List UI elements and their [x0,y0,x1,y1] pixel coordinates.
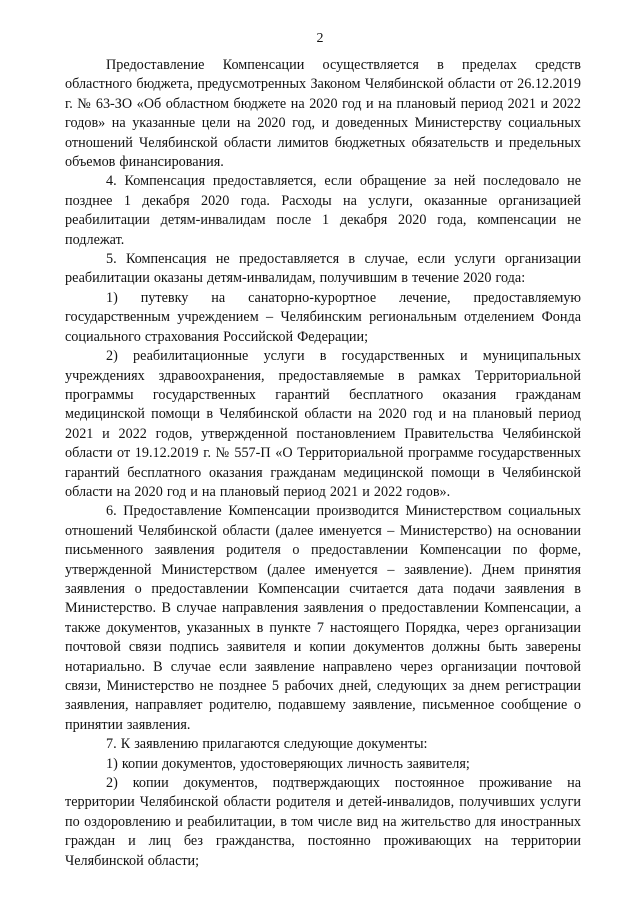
paragraph-item-5-sub-2: 2) реабилитационные услуги в государственных и муниципальных учреждениях здравоохранения, предоставляемые в рамках Территориальной программы государственных гарантий бесплатного оказания гражданам медицинской помощи в Челябинской области на 2020 год и на плановый период 2021 и 2022 годов, утвержденной постановлением Правительства Челябинской области от 19.12.2019 г. № 557-П «О Территориальной программе государственных гарантий бесплатного оказания гражданам медицинской помощи в Челябинской области на 2020 год и на плановый период 2021 и 2022 годов». [65,348,581,500]
paragraph-item-7-sub-2: 2) копии документов, подтверждающих постоянное проживание на территории Челябинской области родителя и детей-инвалидов, получивших услуги по оздоровлению и реабилитации, в том числе вид на жительство для иностранных граждан и лиц без гражданства, постоянно проживающих на территории Челябинской области; [65,775,581,869]
document-body [65,56,581,871]
paragraph-item-6-procedure: 6. Предоставление Компенсации производится Министерством социальных отношений Челябинской области (далее именуется – Министерство) на основании письменного заявления родителя о предоставлении Компенсации по форме, утвержденной Министерством (далее именуется – заявление). Днем принятия заявления о предоставлении Компенсации считается дата подачи заявления в Министерство. В случае направления заявления о предоставлении Компенсации, а также документов, указанных в пункте 7 настоящего Порядка, через организации почтовой связи подпись заявителя и копии документов должны быть заверены нотариально. В случае если заявление направлено через организации почтовой связи, Министерство не позднее 5 рабочих дней, следующих за днем регистрации заявления, направляет родителю, подавшему заявление, письменное сообщение о принятии заявления. [65,503,581,733]
paragraph-item-7-sub-1: 1) копии документов, удостоверяющих личность заявителя; [106,755,470,772]
paragraph-item-5-sub-1: 1) путевку на санаторно-курортное лечение, предоставляемую государственным учреждением – Челябинским региональным отделением Фонда социального страхования Российской Федерации; [65,289,581,345]
paragraph-item-4-deadline: 4. Компенсация предоставляется, если обращение за ней последовало не позднее 1 декабря 2020 года. Расходы на услуги, оказанные организацией реабилитации детям-инвалидам после 1 декабря 2020 года, компенсации не подлежат. [65,173,581,248]
paragraph-item-5-exclusions: 5. Компенсация не предоставляется в случае, если услуги организации реабилитации оказаны детям-инвалидам, получившим в течение 2020 года: [65,251,581,287]
paragraph-item-7-documents: 7. К заявлению прилагаются следующие документы: [106,736,428,753]
page-number: 2 [316,31,324,46]
paragraph-budget-funding: Предоставление Компенсации осуществляется в пределах средств областного бюджета, предусмотренных Законом Челябинской области от 26.12.2019 г. № 63-ЗО «Об областном бюджете на 2020 год и на плановый период 2021 и 2022 годов» на указанные цели на 2020 год, и доведенных Министерству социальных отношений Челябинской области лимитов бюджетных обязательств и предельных объемов финансирования. [65,57,581,171]
